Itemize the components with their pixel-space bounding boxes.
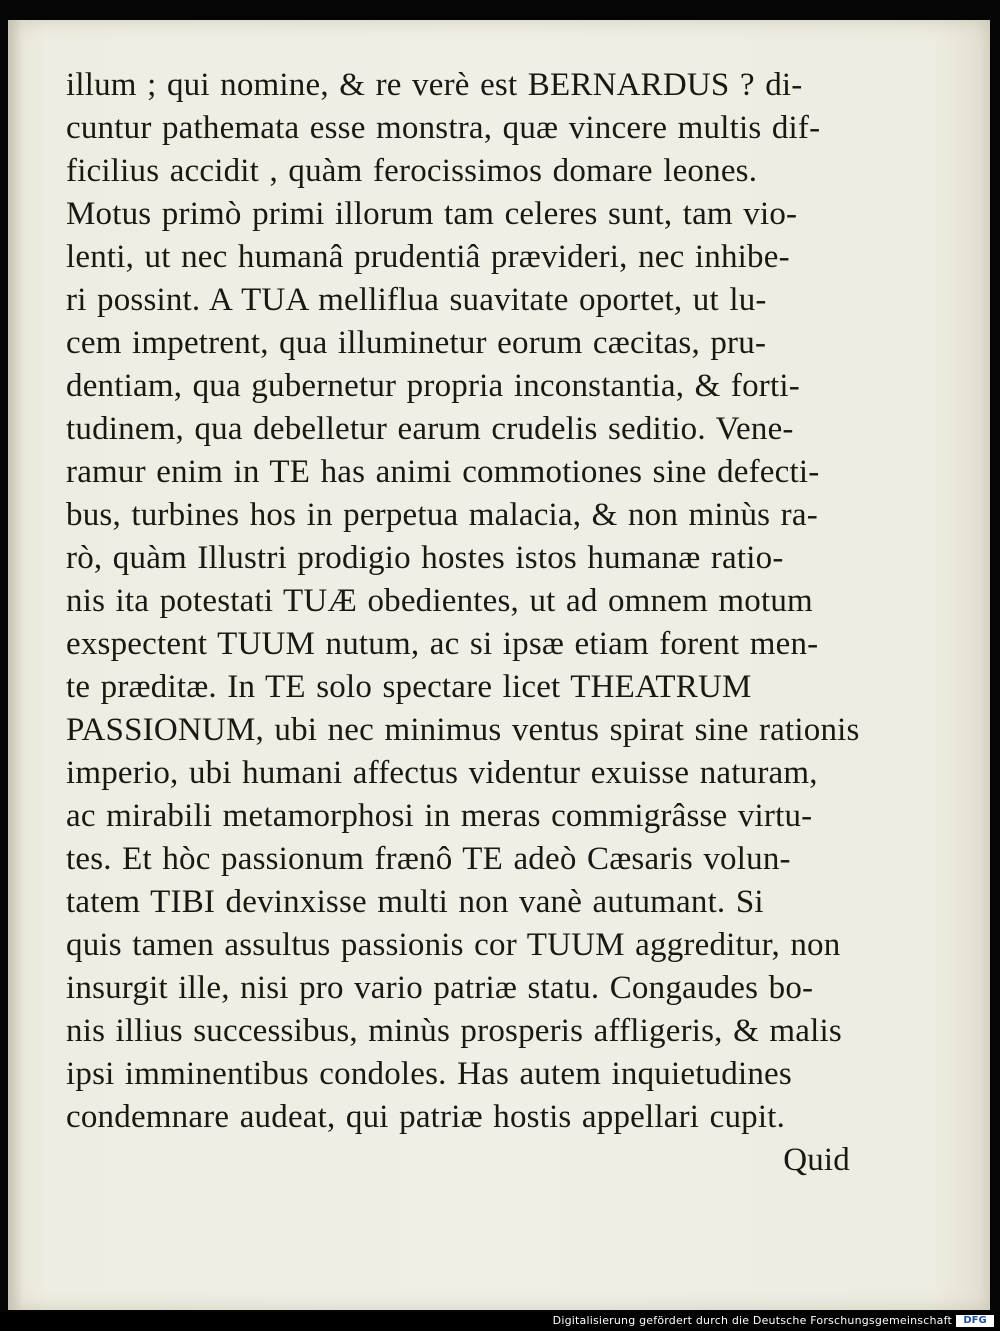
page-gutter-shadow [8, 20, 22, 1310]
text-line-19: tes. Et hòc passionum frænô TE adeò Cæsaris volun- [66, 841, 791, 877]
text-line-22: insurgit ille, nisi pro vario patriæ statu. Congaudes bo- [66, 970, 814, 1006]
text-line-25: condemnare audeat, qui patriæ hostis appellari cupit. [66, 1099, 786, 1135]
text-line-6: ri possint. A TUA melliflua suavitate oportet, ut lu- [66, 282, 767, 318]
text-line-10: ramur enim in TE has animi commotiones sine defecti- [66, 454, 820, 490]
dfg-logo-icon: DFG [956, 1315, 994, 1327]
text-line-7: cem impetrent, qua illuminetur eorum cæcitas, pru- [66, 325, 767, 361]
text-line-1: illum ; qui nomine, & re verè est BERNARDUS ? di- [66, 67, 803, 103]
text-line-13: nis ita potestati TUÆ obedientes, ut ad omnem motum [66, 583, 813, 619]
catchword: Quid [783, 1142, 850, 1178]
text-line-11: bus, turbines hos in perpetua malacia, & non minùs ra- [66, 497, 818, 533]
text-line-18: ac mirabili metamorphosi in meras commigrâsse virtu- [66, 798, 813, 834]
text-line-16: PASSIONUM, ubi nec minimus ventus spirat sine rationis [66, 712, 860, 748]
digitization-footer [0, 1312, 1000, 1331]
text-line-17: imperio, ubi humani affectus videntur exuisse naturam, [66, 755, 818, 791]
text-line-5: lenti, ut nec humanâ prudentiâ prævideri, nec inhibe- [66, 239, 790, 275]
text-line-14: exspectent TUUM nutum, ac si ipsæ etiam forent men- [66, 626, 819, 662]
page-text-block [66, 64, 896, 1182]
text-line-21: quis tamen assultus passionis cor TUUM aggreditur, non [66, 927, 841, 963]
text-line-23: nis illius successibus, minùs prosperis affligeris, & malis [66, 1013, 842, 1049]
text-line-3: ficilius accidit , quàm ferocissimos domare leones. [66, 153, 758, 189]
text-line-8: dentiam, qua gubernetur propria inconstantia, & forti- [66, 368, 800, 404]
text-line-12: rò, quàm Illustri prodigio hostes istos humanæ ratio- [66, 540, 784, 576]
text-line-2: cuntur pathemata esse monstra, quæ vincere multis dif- [66, 110, 821, 146]
text-line-4: Motus primò primi illorum tam celeres sunt, tam vio- [66, 196, 798, 232]
text-line-9: tudinem, qua debelletur earum crudelis seditio. Vene- [66, 411, 794, 447]
footer-credit-text: Digitalisierung gefördert durch die Deutsche Forschungsgemeinschaft [552, 1314, 952, 1327]
text-line-24: ipsi imminentibus condoles. Has autem inquietudines [66, 1056, 792, 1092]
text-line-15: te præditæ. In TE solo spectare licet THEATRUM [66, 669, 752, 705]
text-line-20: tatem TIBI devinxisse multi non vanè autumant. Si [66, 884, 764, 920]
